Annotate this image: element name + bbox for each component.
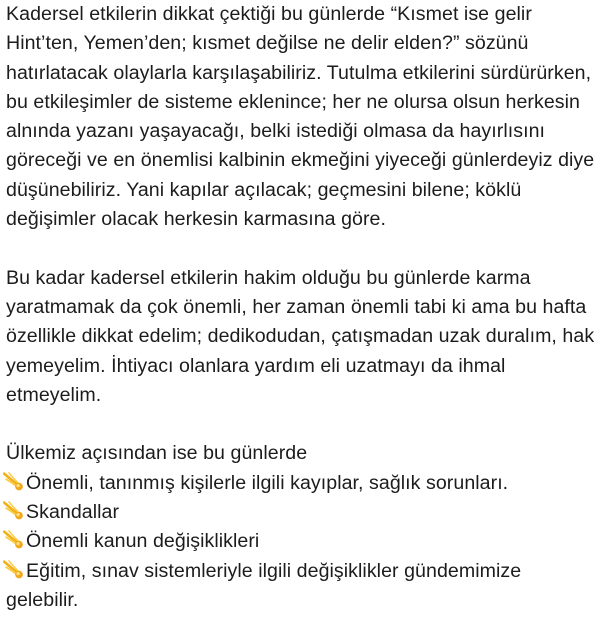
bullet-text: Eğitim, sınav sistemleriyle ilgili değişiklikler gündemimize gelebilir.	[6, 559, 522, 611]
bullet-text: Önemli kanun değişiklikleri	[26, 530, 260, 553]
comet-emoji-icon	[2, 471, 25, 493]
paragraph-spacer	[6, 234, 596, 263]
post-body	[6, 0, 596, 615]
comet-emoji-icon	[2, 559, 25, 581]
paragraph-spacer	[6, 410, 596, 439]
bullet-item	[6, 469, 596, 498]
comet-emoji-icon	[2, 529, 25, 551]
bullet-item	[6, 498, 596, 527]
bullet-list	[6, 469, 596, 615]
post-paragraph-2: Bu kadar kadersel etkilerin hakim olduğu bu günlerde karma yaratmamak da çok önemli, her zaman önemli tabi ki ama bu hafta özellikle dikkat edelim; dedikodudan, çatışmadan uzak duralım, hak yemeyelim. İhtiyacı olanlara yardım eli uzatmayı da ihmal etmeyelim.	[6, 266, 595, 406]
bullet-item	[6, 527, 596, 556]
comet-emoji-icon	[2, 500, 25, 522]
bullet-item	[6, 557, 596, 616]
post-paragraph-1: Kadersel etkilerin dikkat çektiği bu günlerde “Kısmet ise gelir Hint’ten, Yemen’den; kısmet değilse ne delir elden?” sözünü hatırlatacak olaylarla karşılaşabiliriz. Tutulma etkilerini sürdürürken, bu etkileşimler de sisteme eklenince; her ne olursa olsun herkesin alnında yazanı yaşayacağı, belki istediği olmasa da hayırlısını göreceği ve en önemlisi kalbinin ekmeğini yiyeceği günlerdeyiz diye düşünebiliriz. Yani kapılar açılacak; geçmesini bilene; köklü değişimler olacak herkesin karmasına göre.	[6, 3, 595, 231]
list-intro: Ülkemiz açısından ise bu günlerde	[6, 442, 308, 465]
bullet-text: Önemli, tanınmış kişilerle ilgili kayıplar, sağlık sorunları.	[26, 471, 509, 494]
bullet-text: Skandallar	[26, 501, 120, 524]
